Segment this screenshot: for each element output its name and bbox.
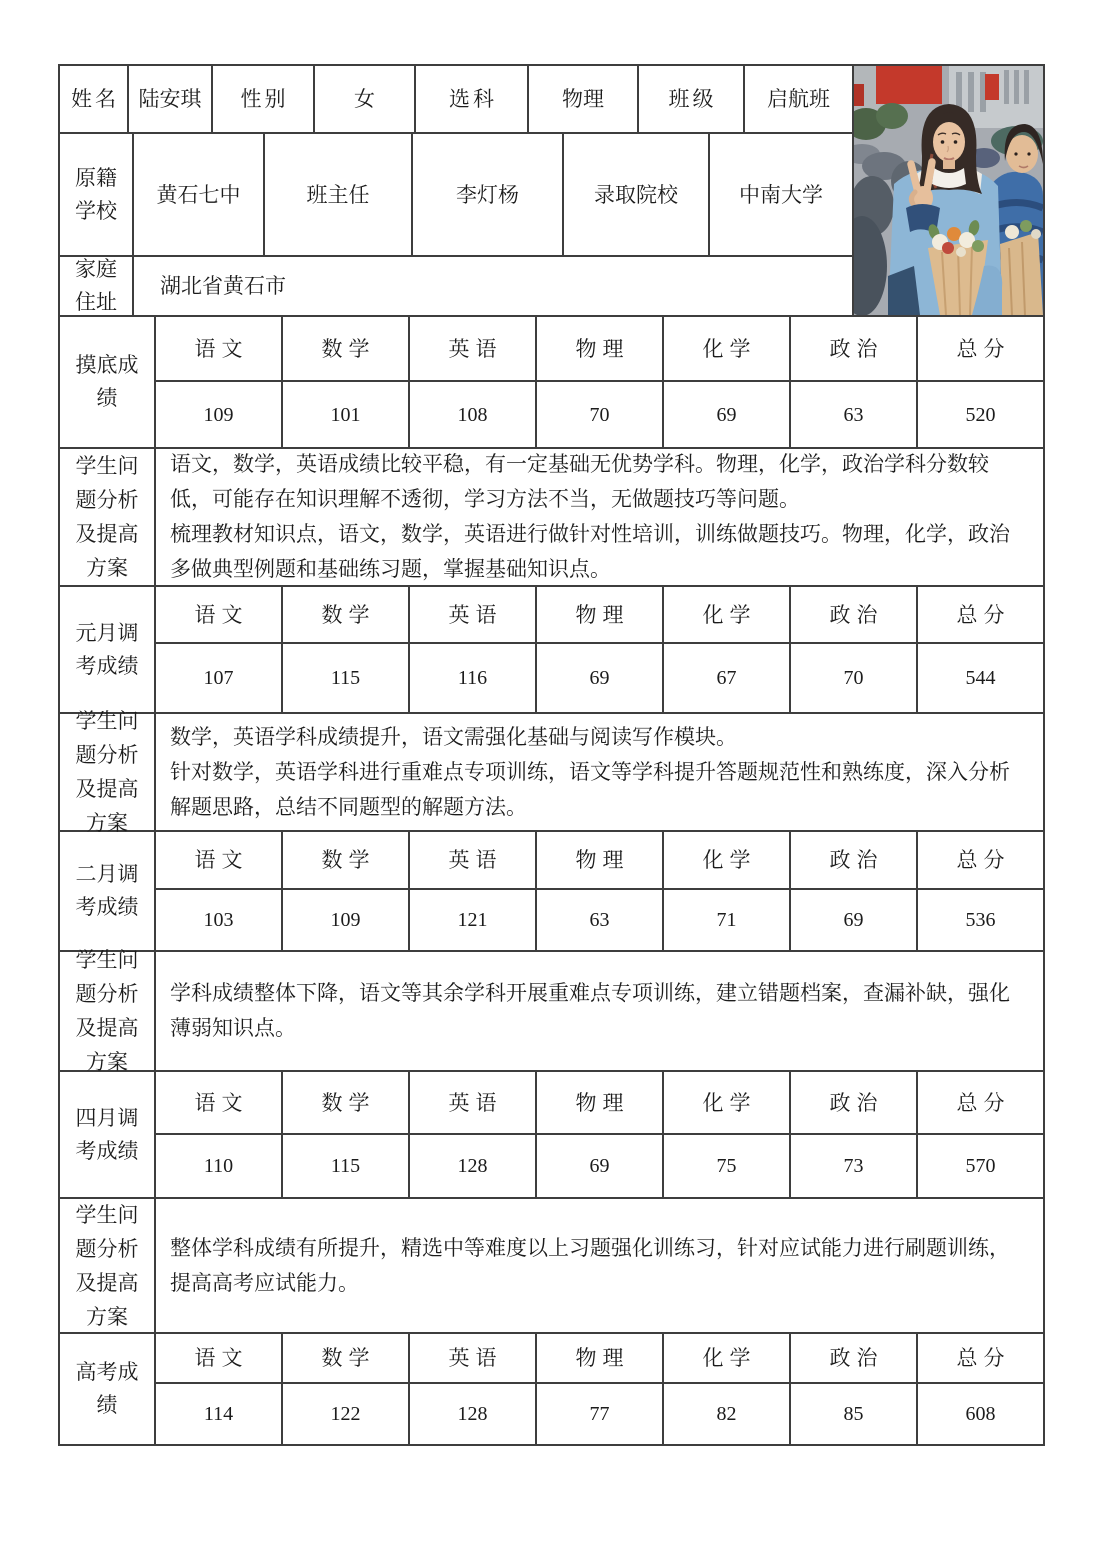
score-value: 122 (281, 1384, 408, 1444)
subject-header: 数学 (281, 1334, 408, 1384)
college-value: 中南大学 (739, 182, 823, 207)
head-teacher-label: 班主任 (265, 134, 413, 255)
college-label: 录取院校 (564, 134, 710, 255)
score-value: 85 (789, 1384, 916, 1444)
score-section-april (60, 1072, 1043, 1199)
subject-header: 总分 (916, 1072, 1043, 1135)
score-value: 70 (789, 644, 916, 712)
address-label: 家庭住址 (60, 257, 134, 315)
subject-header: 语文 (154, 1072, 281, 1135)
score-value: 115 (281, 1135, 408, 1197)
analysis-paragraph: 语文，数学，英语成绩比较平稳，有一定基础无优势学科。物理，化学，政治学科分数较低，可能存在知识理解不透彻，学习方法不当，无做题技巧等问题。 (170, 452, 989, 511)
subject-header: 数学 (281, 1072, 408, 1135)
subject-header: 语文 (154, 832, 281, 890)
score-value: 69 (662, 382, 789, 447)
subject-header: 英语 (408, 832, 535, 890)
score-value: 520 (916, 382, 1043, 447)
subject-header: 语文 (154, 587, 281, 644)
info-row-1 (60, 66, 852, 134)
analysis-label: 学生问题分析及提高方案 (75, 709, 139, 835)
elective-label: 选科 (416, 66, 529, 132)
analysis-paragraph: 整体学科成绩有所提升，精选中等难度以上习题强化训练习，针对应试能力进行刷题训练，提高高考应试能力。 (170, 1235, 1010, 1295)
score-value: 69 (789, 890, 916, 950)
analysis-paragraph: 针对数学，英语学科进行重难点专项训练，语文等学科提升答题规范性和熟练度，深入分析解题思路，总结不同题型的解题方法。 (170, 759, 1010, 819)
score-value: 101 (281, 382, 408, 447)
score-value: 115 (281, 644, 408, 712)
head-teacher-value: 李灯杨 (413, 134, 564, 255)
score-value: 63 (789, 382, 916, 447)
analysis-text (154, 952, 1043, 1070)
student-photo (852, 66, 1043, 315)
name-label: 姓名 (60, 66, 129, 132)
gender-label: 性别 (213, 66, 315, 132)
subject-header: 政治 (789, 587, 916, 644)
score-section-label: 四月调考成绩 (75, 1105, 139, 1163)
subject-header: 政治 (789, 317, 916, 382)
subject-header: 政治 (789, 832, 916, 890)
score-value: 71 (662, 890, 789, 950)
subject-header: 总分 (916, 1334, 1043, 1384)
student-record-table (58, 64, 1045, 1446)
subject-header: 物理 (535, 587, 662, 644)
score-value: 110 (154, 1135, 281, 1197)
analysis-label: 学生问题分析及提高方案 (75, 1202, 139, 1329)
subject-header: 物理 (535, 1072, 662, 1135)
subject-header: 化学 (662, 1072, 789, 1135)
subject-header: 英语 (408, 1072, 535, 1135)
subject-header: 总分 (916, 317, 1043, 382)
origin-school-value: 黄石七中 (134, 134, 265, 255)
score-value: 82 (662, 1384, 789, 1444)
score-value: 116 (408, 644, 535, 712)
score-value: 69 (535, 644, 662, 712)
origin-school-label: 原籍学校 (60, 134, 134, 255)
score-section-january (60, 587, 1043, 714)
score-value: 109 (154, 382, 281, 447)
address-value: 湖北省黄石市 (160, 274, 286, 298)
score-value: 128 (408, 1135, 535, 1197)
subject-header: 化学 (662, 317, 789, 382)
info-row-2 (60, 134, 852, 257)
subject-header: 总分 (916, 832, 1043, 890)
analysis-text (154, 714, 1043, 830)
score-value: 544 (916, 644, 1043, 712)
elective-value: 物理 (529, 66, 639, 132)
score-value: 69 (535, 1135, 662, 1197)
score-value: 73 (789, 1135, 916, 1197)
analysis-label: 学生问题分析及提高方案 (75, 948, 139, 1074)
subject-header: 语文 (154, 1334, 281, 1384)
gender-value: 女 (315, 66, 416, 132)
score-section-label: 高考成绩 (75, 1360, 139, 1417)
score-value: 570 (916, 1135, 1043, 1197)
score-value: 107 (154, 644, 281, 712)
score-value: 114 (154, 1384, 281, 1444)
score-section-label: 二月调考成绩 (75, 862, 139, 919)
student-photo-image (854, 66, 1043, 315)
score-section-label: 元月调考成绩 (75, 620, 139, 678)
name-value: 陆安琪 (129, 66, 213, 132)
subject-header: 物理 (535, 317, 662, 382)
subject-header: 数学 (281, 317, 408, 382)
score-section-modi (60, 317, 1043, 449)
analysis-section-3 (60, 948, 1043, 1074)
score-value: 63 (535, 890, 662, 950)
score-value: 109 (281, 890, 408, 950)
score-value: 103 (154, 890, 281, 950)
subject-header: 政治 (789, 1072, 916, 1135)
student-info-section (60, 66, 1043, 317)
subject-header: 化学 (662, 1334, 789, 1384)
analysis-section-4 (60, 1199, 1043, 1334)
info-row-3 (60, 257, 852, 315)
subject-header: 英语 (408, 317, 535, 382)
score-value: 536 (916, 890, 1043, 950)
score-value: 608 (916, 1384, 1043, 1444)
score-value: 108 (408, 382, 535, 447)
analysis-text (154, 1199, 1043, 1332)
class-value: 启航班 (767, 87, 830, 111)
analysis-label: 学生问题分析及提高方案 (75, 454, 139, 580)
score-section-february (60, 832, 1043, 952)
analysis-paragraph: 数学，英语学科成绩提升，语文需强化基础与阅读写作模块。 (170, 724, 737, 749)
score-section-label: 摸底成绩 (75, 353, 139, 410)
score-value: 70 (535, 382, 662, 447)
subject-header: 物理 (535, 832, 662, 890)
analysis-text (154, 449, 1043, 585)
subject-header: 物理 (535, 1334, 662, 1384)
analysis-section-2 (60, 709, 1043, 835)
analysis-paragraph: 梳理教材知识点，语文，数学，英语进行做针对性培训，训练做题技巧。物理，化学，政治多做典型例题和基础练习题，掌握基础知识点。 (170, 522, 1010, 581)
subject-header: 化学 (662, 832, 789, 890)
class-label: 班级 (639, 66, 745, 132)
analysis-paragraph: 学科成绩整体下降，语文等其余学科开展重难点专项训练，建立错题档案，查漏补缺，强化薄弱知识点。 (170, 981, 1010, 1040)
score-value: 67 (662, 644, 789, 712)
subject-header: 英语 (408, 587, 535, 644)
score-section-gaokao (60, 1334, 1043, 1444)
subject-header: 数学 (281, 832, 408, 890)
subject-header: 语文 (154, 317, 281, 382)
subject-header: 总分 (916, 587, 1043, 644)
subject-header: 英语 (408, 1334, 535, 1384)
score-value: 77 (535, 1384, 662, 1444)
score-value: 128 (408, 1384, 535, 1444)
analysis-section-1 (60, 449, 1043, 587)
score-value: 75 (662, 1135, 789, 1197)
student-info-grid (60, 66, 852, 315)
subject-header: 数学 (281, 587, 408, 644)
subject-header: 政治 (789, 1334, 916, 1384)
score-value: 121 (408, 890, 535, 950)
subject-header: 化学 (662, 587, 789, 644)
